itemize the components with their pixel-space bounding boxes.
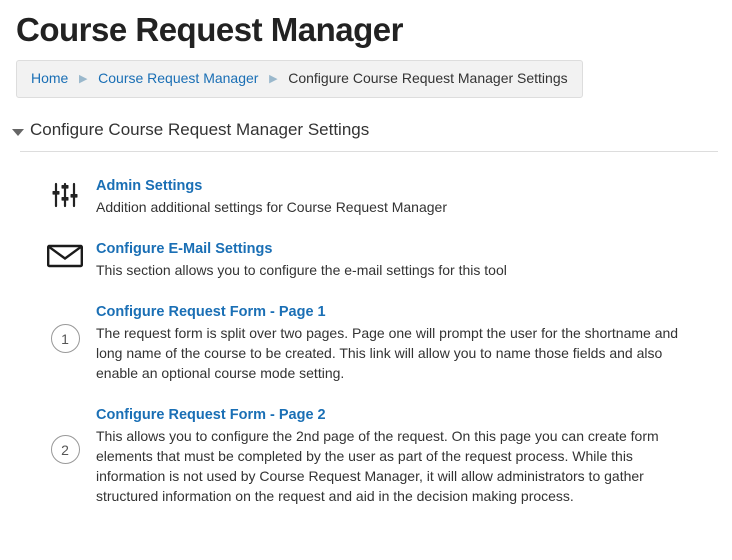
number-one-icon	[42, 304, 88, 353]
breadcrumb	[16, 60, 583, 98]
settings-list	[0, 178, 732, 506]
breadcrumb-separator-icon: ▶	[269, 73, 278, 85]
envelope-icon	[42, 241, 88, 269]
breadcrumb-separator-icon: ▶	[79, 73, 88, 85]
section-title: Configure Course Request Manager Settings	[30, 120, 370, 139]
section-header[interactable]	[12, 120, 716, 140]
list-item-description: This section allows you to configure the e-mail settings for this tool	[96, 262, 507, 278]
list-item-description: The request form is split over two pages. Page one will prompt the user for the shortname and long name of the course to be created. This link will allow you to name those fields and also enable an optional course mode setting.	[96, 325, 679, 381]
list-item	[0, 407, 732, 506]
number-badge: 2	[51, 435, 80, 464]
list-item-body	[88, 407, 712, 506]
breadcrumb-item-home[interactable]: Home	[31, 70, 69, 86]
list-item-description: This allows you to configure the 2nd page of the request. On this page you can create form elements that must be completed by the user as part of the request process. While this information is not used by Course Request Manager, it will allow administrators to gather structured information on the request and aid in the decision making process.	[96, 428, 659, 504]
chevron-down-icon[interactable]	[12, 129, 24, 136]
number-two-icon	[42, 407, 88, 464]
sliders-icon	[42, 178, 88, 210]
list-item-body	[88, 178, 712, 217]
breadcrumb-item-current: Configure Course Request Manager Settings	[288, 70, 568, 86]
link-configure-request-form-page-2[interactable]: Configure Request Form - Page 2	[96, 407, 326, 423]
link-configure-email-settings[interactable]: Configure E-Mail Settings	[96, 241, 273, 257]
list-item	[0, 178, 732, 217]
list-item	[0, 241, 732, 280]
list-item	[0, 304, 732, 383]
section-divider	[20, 151, 718, 152]
list-item-body	[88, 241, 712, 280]
number-badge: 1	[51, 324, 80, 353]
list-item-body	[88, 304, 712, 383]
breadcrumb-item-course-request-manager[interactable]: Course Request Manager	[98, 70, 259, 86]
link-admin-settings[interactable]: Admin Settings	[96, 178, 203, 194]
page-title: Course Request Manager	[16, 11, 403, 48]
link-configure-request-form-page-1[interactable]: Configure Request Form - Page 1	[96, 304, 326, 320]
list-item-description: Addition additional settings for Course Request Manager	[96, 199, 447, 215]
